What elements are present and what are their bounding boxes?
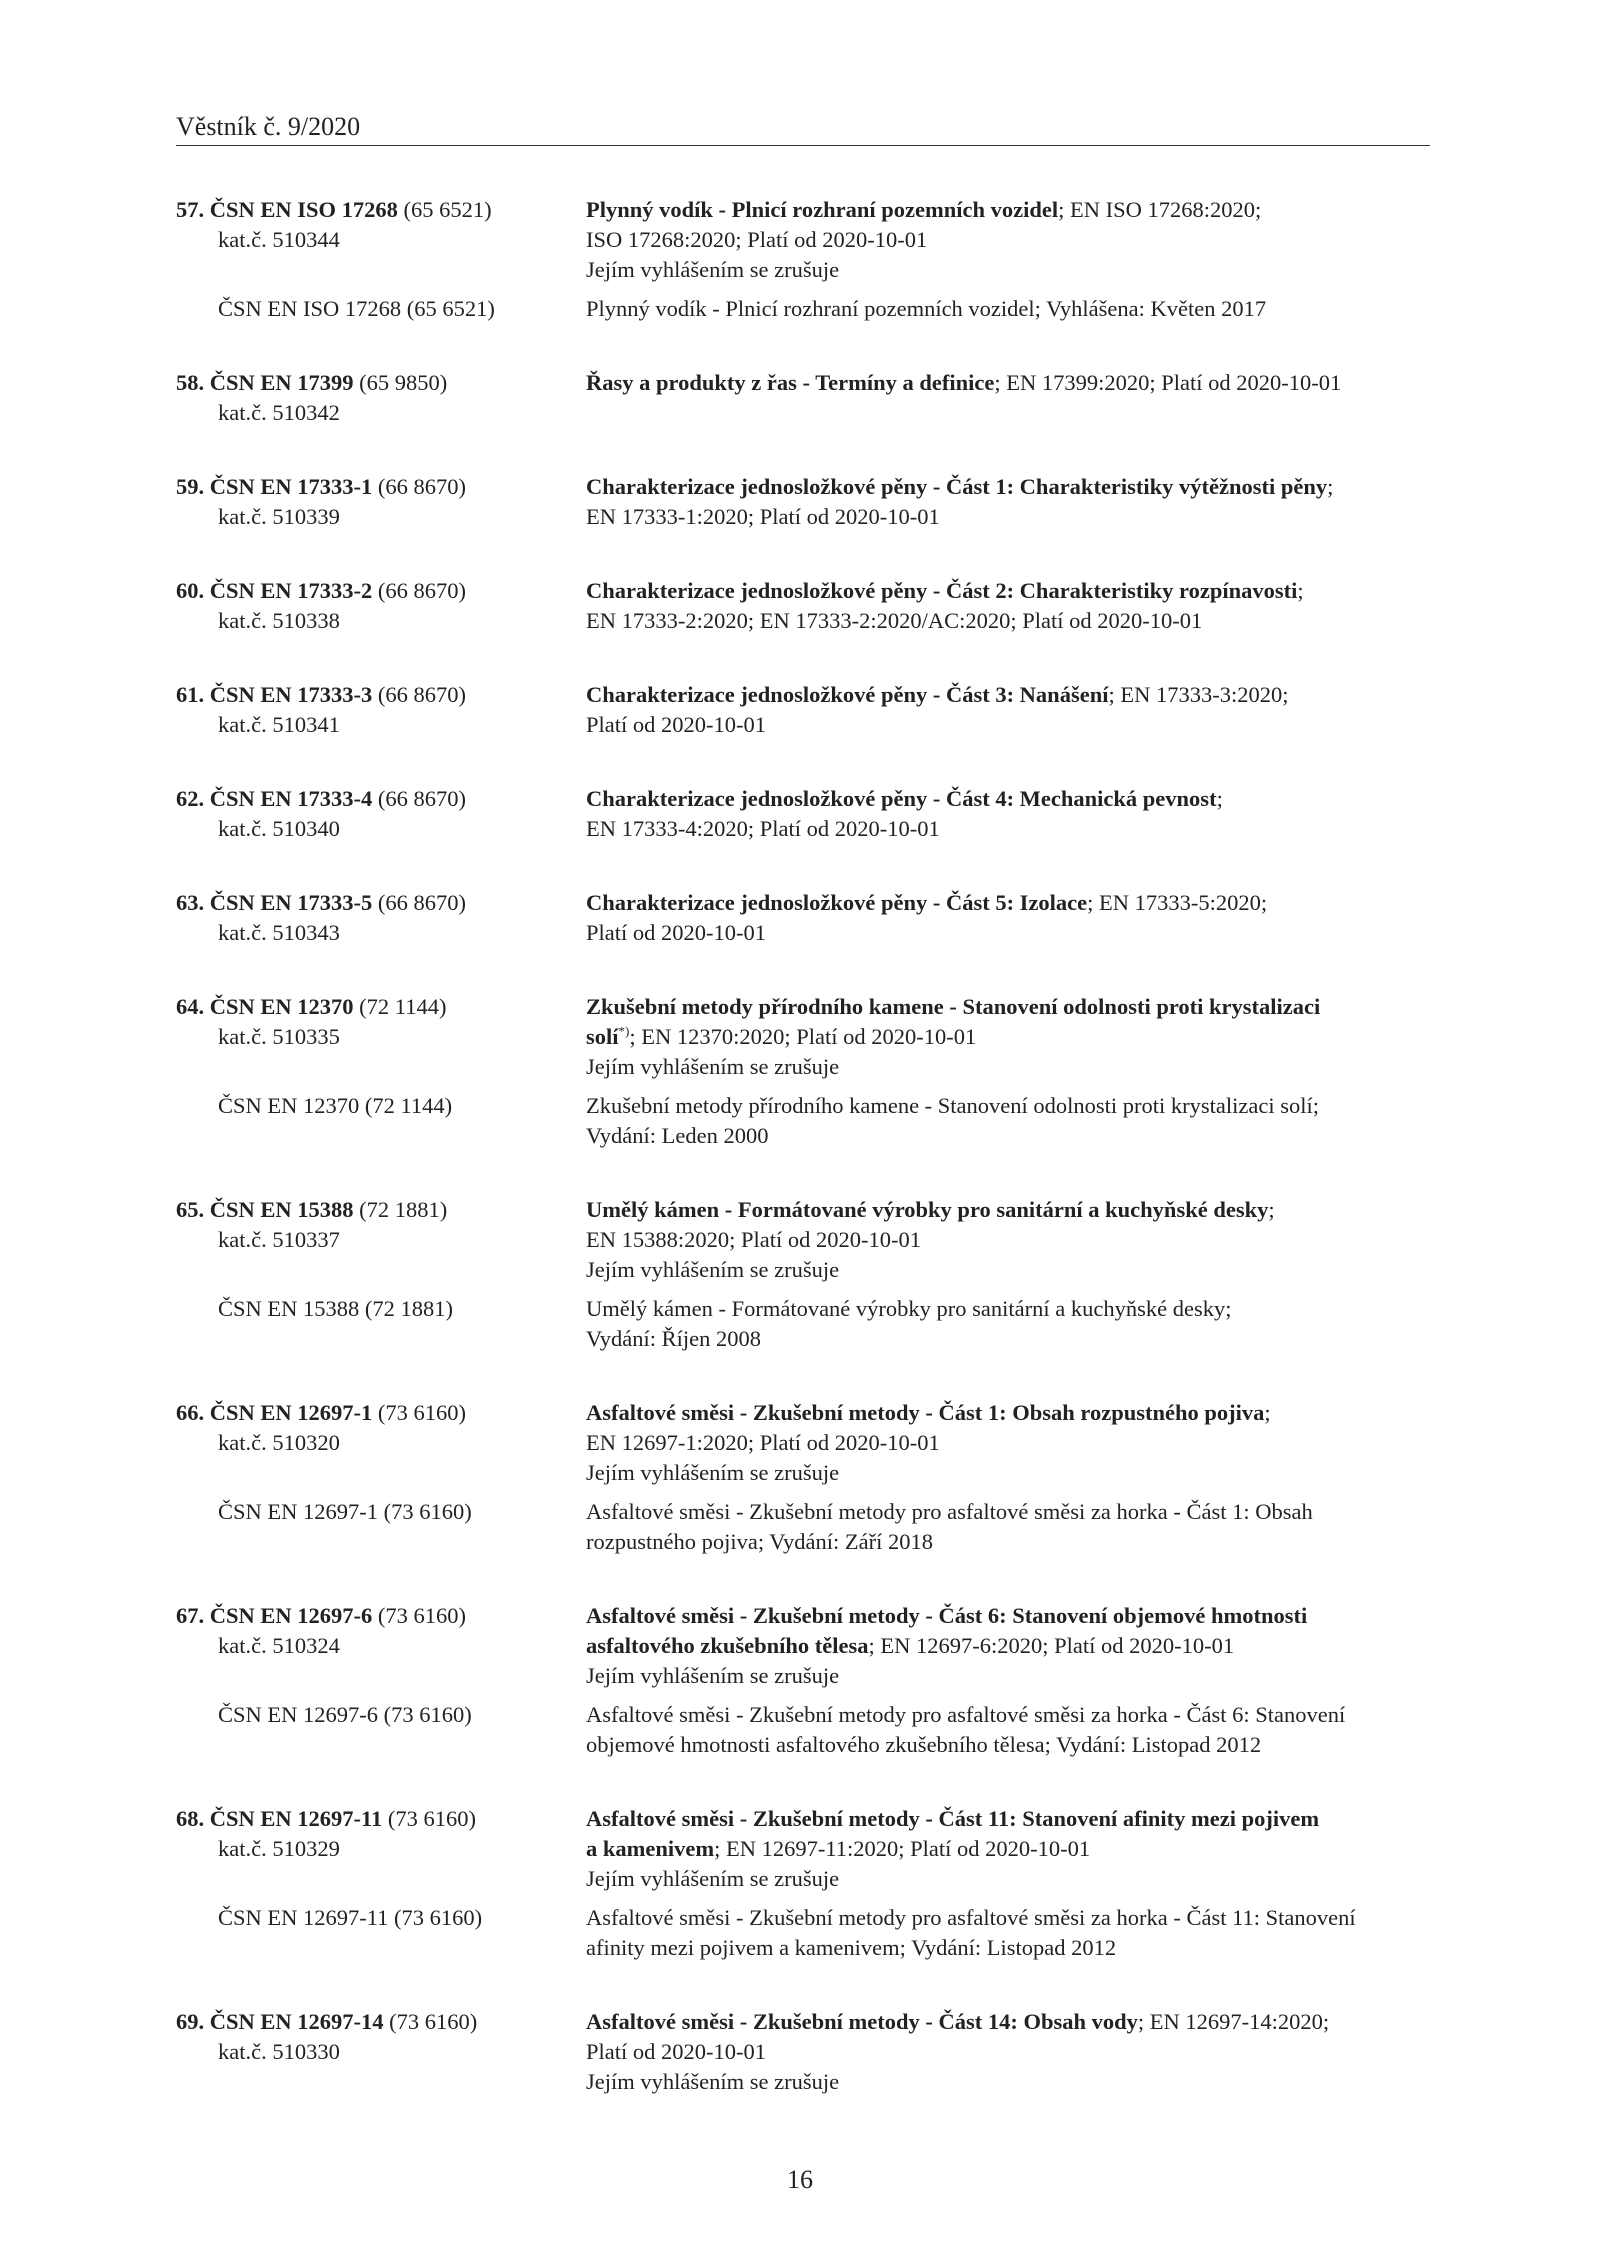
entry-designation: [176, 1195, 586, 1225]
entry-description: [586, 368, 1430, 428]
standard-entry: [176, 576, 1430, 636]
standard-code: ČSN EN 12370: [209, 994, 354, 1019]
replaced-standard-identifier: [176, 294, 586, 324]
catalog-number: kat.č. 510339: [218, 504, 340, 529]
entry-main-row: [176, 680, 1430, 740]
entry-number: 57.: [176, 197, 205, 222]
entry-number: 64.: [176, 994, 205, 1019]
classification-code: (72 1881): [353, 1197, 448, 1222]
entry-description: [586, 680, 1430, 740]
standard-title-line: [586, 888, 1430, 918]
standard-code: ČSN EN 17333-5: [209, 890, 373, 915]
replaced-standard-details: objemové hmotnosti asfaltového zkušebního tělesa; Vydání: Listopad 2012: [586, 1732, 1262, 1757]
standard-details: Platí od 2020-10-01: [586, 920, 766, 945]
standard-details: EN 15388:2020; Platí od 2020-10-01: [586, 1227, 921, 1252]
catalog-number: kat.č. 510329: [218, 1836, 340, 1861]
entry-number: 58.: [176, 370, 205, 395]
standard-details: ; EN 12697-6:2020; Platí od 2020-10-01: [868, 1633, 1235, 1658]
standard-title: Umělý kámen - Formátované výrobky pro sanitární a kuchyňské desky: [586, 1197, 1269, 1222]
standard-title-line: [586, 472, 1430, 502]
standard-details: Jejím vyhlášením se zrušuje: [586, 1663, 840, 1688]
entry-main-row: [176, 992, 1430, 1082]
entry-designation: [176, 2007, 586, 2037]
catalog-number: kat.č. 510344: [218, 227, 340, 252]
replaced-standard-details: Umělý kámen - Formátované výrobky pro sanitární a kuchyňské desky;: [586, 1296, 1232, 1321]
standard-entry: [176, 1195, 1430, 1354]
entry-designation: [176, 888, 586, 918]
standards-list: [176, 195, 1430, 2141]
catalog-number: kat.č. 510341: [218, 712, 340, 737]
standard-details: ; EN 12697-11:2020; Platí od 2020-10-01: [714, 1836, 1091, 1861]
standard-details: ; EN 12697-14:2020;: [1137, 2009, 1330, 2034]
standard-details: ;: [1327, 474, 1334, 499]
standard-title: Charakterizace jednosložkové pěny - Část 5: Izolace: [586, 890, 1088, 915]
entry-designation: [176, 680, 586, 710]
standard-title-line: [586, 992, 1430, 1022]
standard-title-line: [586, 1398, 1430, 1428]
standard-code: ČSN EN 17333-3: [209, 682, 373, 707]
classification-code: (66 8670): [372, 786, 467, 811]
entry-number: 68.: [176, 1806, 205, 1831]
standard-details: Jejím vyhlášením se zrušuje: [586, 2069, 840, 2094]
standard-title: Asfaltové směsi - Zkušební metody - Část 1: Obsah rozpustného pojiva: [586, 1400, 1265, 1425]
standard-title: Asfaltové směsi - Zkušební metody - Část 11: Stanovení afinity mezi pojivem: [586, 1806, 1320, 1831]
entry-main-row: [176, 195, 1430, 285]
standard-details: ; EN 17333-5:2020;: [1087, 890, 1268, 915]
standard-details: EN 17333-2:2020; EN 17333-2:2020/AC:2020; Platí od 2020-10-01: [586, 608, 1203, 633]
replaced-standard-details: Asfaltové směsi - Zkušební metody pro asfaltové směsi za horka - Část 11: Stanovení: [586, 1905, 1356, 1930]
standard-code: ČSN EN 12697-1: [209, 1400, 373, 1425]
standard-code: ČSN EN 15388: [209, 1197, 354, 1222]
standard-code: ČSN EN 17333-4: [209, 786, 373, 811]
entry-designation: [176, 368, 586, 398]
replaced-standard-details: Vydání: Leden 2000: [586, 1123, 769, 1148]
standard-details: ; EN 17333-3:2020;: [1108, 682, 1289, 707]
entry-identifiers: [176, 576, 586, 636]
standard-details: Jejím vyhlášením se zrušuje: [586, 257, 840, 282]
catalog-number: kat.č. 510338: [218, 608, 340, 633]
entry-description: [586, 1804, 1430, 1894]
replaced-standard-identifier: [176, 1294, 586, 1354]
standard-details: ISO 17268:2020; Platí od 2020-10-01: [586, 227, 928, 252]
standard-title-line: [586, 1834, 1430, 1864]
entry-main-row: [176, 888, 1430, 948]
standard-entry: [176, 680, 1430, 740]
entry-identifiers: [176, 368, 586, 428]
standard-title: asfaltového zkušebního tělesa: [586, 1633, 869, 1658]
replaced-standard-row: [176, 1294, 1430, 1354]
standard-code: ČSN EN 12697-14: [209, 2009, 384, 2034]
catalog-number: kat.č. 510343: [218, 920, 340, 945]
standard-code: ČSN EN ISO 17268: [209, 197, 398, 222]
standard-title: solí: [586, 1024, 619, 1049]
standard-title: a kamenivem: [586, 1836, 715, 1861]
classification-code: (72 1144): [353, 994, 447, 1019]
standard-title-line: [586, 1601, 1430, 1631]
entry-number: 63.: [176, 890, 205, 915]
standard-details: Jejím vyhlášením se zrušuje: [586, 1460, 840, 1485]
classification-code: (66 8670): [372, 682, 467, 707]
standard-code: ČSN EN 17333-2: [209, 578, 373, 603]
replaced-standard-description: [586, 1903, 1430, 1963]
entry-number: 65.: [176, 1197, 205, 1222]
catalog-number: kat.č. 510335: [218, 1024, 340, 1049]
entry-designation: [176, 992, 586, 1022]
standard-entry: [176, 992, 1430, 1151]
entry-designation: [176, 576, 586, 606]
standard-title: Zkušební metody přírodního kamene - Stanovení odolnosti proti krystalizaci: [586, 994, 1321, 1019]
replaced-standard-row: [176, 1497, 1430, 1557]
replaced-standard-description: [586, 1497, 1430, 1557]
standard-title: Asfaltové směsi - Zkušební metody - Část 6: Stanovení objemové hmotnosti: [586, 1603, 1308, 1628]
entry-description: [586, 195, 1430, 285]
classification-code: (66 8670): [372, 474, 467, 499]
classification-code: (73 6160): [382, 1806, 477, 1831]
entry-identifiers: [176, 1195, 586, 1285]
page-number: 16: [787, 2165, 813, 2194]
standard-details: Jejím vyhlášením se zrušuje: [586, 1866, 840, 1891]
replaced-standard-details: Zkušební metody přírodního kamene - Stanovení odolnosti proti krystalizaci solí;: [586, 1093, 1319, 1118]
entry-identifiers: [176, 195, 586, 285]
standard-entry: [176, 784, 1430, 844]
standard-title-line: [586, 1022, 1430, 1052]
standard-title: Charakterizace jednosložkové pěny - Část 3: Nanášení: [586, 682, 1109, 707]
entry-main-row: [176, 472, 1430, 532]
standard-details: ; EN 17399:2020; Platí od 2020-10-01: [994, 370, 1342, 395]
entry-number: 61.: [176, 682, 205, 707]
replaced-standard-description: [586, 1294, 1430, 1354]
classification-code: (65 6521): [397, 197, 492, 222]
entry-main-row: [176, 1398, 1430, 1488]
entry-number: 60.: [176, 578, 205, 603]
catalog-number: kat.č. 510320: [218, 1430, 340, 1455]
standard-entry: [176, 368, 1430, 428]
entry-description: [586, 888, 1430, 948]
standard-title-line: [586, 1631, 1430, 1661]
entry-identifiers: [176, 992, 586, 1082]
standard-details: ;: [1264, 1400, 1271, 1425]
catalog-number: kat.č. 510330: [218, 2039, 340, 2064]
replaced-standard-description: [586, 294, 1430, 324]
replaced-standard-identifier: [176, 1497, 586, 1557]
entry-designation: [176, 1804, 586, 1834]
standard-title-line: [586, 576, 1430, 606]
standard-details: Jejím vyhlášením se zrušuje: [586, 1257, 840, 1282]
standard-title-line: [586, 1804, 1430, 1834]
replaced-standard-code: ČSN EN 12697-11 (73 6160): [218, 1905, 483, 1930]
standard-title-line: [586, 784, 1430, 814]
replaced-standard-details: Vydání: Říjen 2008: [586, 1326, 761, 1351]
entry-description: [586, 1601, 1430, 1691]
entry-main-row: [176, 2007, 1430, 2097]
standard-details: ;: [1268, 1197, 1275, 1222]
journal-title: Věstník č. 9/2020: [176, 112, 361, 141]
entry-main-row: [176, 576, 1430, 636]
standard-entry: [176, 1804, 1430, 1963]
replaced-standard-details: rozpustného pojiva; Vydání: Září 2018: [586, 1529, 934, 1554]
entry-identifiers: [176, 472, 586, 532]
standard-details: ; EN ISO 17268:2020;: [1058, 197, 1262, 222]
replaced-standard-row: [176, 294, 1430, 324]
standard-title: Charakterizace jednosložkové pěny - Část 2: Charakteristiky rozpínavosti: [586, 578, 1298, 603]
classification-code: (66 8670): [372, 890, 467, 915]
entry-main-row: [176, 1601, 1430, 1691]
standard-code: ČSN EN 17333-1: [209, 474, 373, 499]
standard-title: Charakterizace jednosložkové pěny - Část 1: Charakteristiky výtěžnosti pěny: [586, 474, 1328, 499]
standard-details: ; EN 12370:2020; Platí od 2020-10-01: [629, 1024, 977, 1049]
standard-title-line: [586, 195, 1430, 225]
entry-description: [586, 1398, 1430, 1488]
entry-identifiers: [176, 1398, 586, 1488]
page-header: [176, 113, 1430, 146]
entry-designation: [176, 472, 586, 502]
replaced-standard-identifier: [176, 1091, 586, 1151]
entry-description: [586, 576, 1430, 636]
entry-designation: [176, 1601, 586, 1631]
standard-entry: [176, 1398, 1430, 1557]
classification-code: (73 6160): [383, 2009, 478, 2034]
standard-title-line: [586, 2007, 1430, 2037]
entry-identifiers: [176, 1804, 586, 1894]
standard-details: EN 17333-1:2020; Platí od 2020-10-01: [586, 504, 940, 529]
entry-main-row: [176, 368, 1430, 428]
replaced-standard-description: [586, 1700, 1430, 1760]
standard-title: Řasy a produkty z řas - Termíny a definice: [586, 370, 995, 395]
entry-number: 66.: [176, 1400, 205, 1425]
entry-number: 62.: [176, 786, 205, 811]
replaced-standard-details: Plynný vodík - Plnicí rozhraní pozemních vozidel; Vyhlášena: Květen 2017: [586, 296, 1267, 321]
standard-details: Jejím vyhlášením se zrušuje: [586, 1054, 840, 1079]
catalog-number: kat.č. 510324: [218, 1633, 340, 1658]
standard-entry: [176, 1601, 1430, 1760]
entry-designation: [176, 784, 586, 814]
standard-entry: [176, 888, 1430, 948]
standard-details: ;: [1216, 786, 1223, 811]
standard-title-line: [586, 368, 1430, 398]
standard-details: ;: [1297, 578, 1304, 603]
replaced-standard-details: Asfaltové směsi - Zkušební metody pro asfaltové směsi za horka - Část 1: Obsah: [586, 1499, 1313, 1524]
standard-entry: [176, 2007, 1430, 2097]
entry-main-row: [176, 1804, 1430, 1894]
replaced-standard-details: afinity mezi pojivem a kamenivem; Vydání: Listopad 2012: [586, 1935, 1117, 1960]
catalog-number: kat.č. 510340: [218, 816, 340, 841]
entry-description: [586, 472, 1430, 532]
classification-code: (73 6160): [372, 1603, 467, 1628]
standard-code: ČSN EN 12697-6: [209, 1603, 373, 1628]
catalog-number: kat.č. 510337: [218, 1227, 340, 1252]
classification-code: (65 9850): [353, 370, 448, 395]
replaced-standard-identifier: [176, 1903, 586, 1963]
standard-title: Charakterizace jednosložkové pěny - Část 4: Mechanická pevnost: [586, 786, 1217, 811]
entry-number: 69.: [176, 2009, 205, 2034]
entry-designation: [176, 1398, 586, 1428]
standard-title: Plynný vodík - Plnicí rozhraní pozemních vozidel: [586, 197, 1059, 222]
entry-main-row: [176, 784, 1430, 844]
entry-main-row: [176, 1195, 1430, 1285]
entry-description: [586, 784, 1430, 844]
replaced-standard-code: ČSN EN 12697-6 (73 6160): [218, 1702, 472, 1727]
entry-description: [586, 1195, 1430, 1285]
entry-identifiers: [176, 1601, 586, 1691]
replaced-standard-details: Asfaltové směsi - Zkušební metody pro asfaltové směsi za horka - Část 6: Stanovení: [586, 1702, 1346, 1727]
standard-entry: [176, 472, 1430, 532]
entry-identifiers: [176, 784, 586, 844]
replaced-standard-row: [176, 1700, 1430, 1760]
entry-identifiers: [176, 2007, 586, 2097]
entry-number: 67.: [176, 1603, 205, 1628]
entry-identifiers: [176, 680, 586, 740]
classification-code: (66 8670): [372, 578, 467, 603]
replaced-standard-code: ČSN EN 12370 (72 1144): [218, 1093, 453, 1118]
entry-description: [586, 2007, 1430, 2097]
replaced-standard-identifier: [176, 1700, 586, 1760]
standard-entry: [176, 195, 1430, 324]
replaced-standard-row: [176, 1903, 1430, 1963]
catalog-number: kat.č. 510342: [218, 400, 340, 425]
footnote-marker: *): [618, 1023, 630, 1039]
standard-code: ČSN EN 17399: [209, 370, 354, 395]
standard-details: EN 12697-1:2020; Platí od 2020-10-01: [586, 1430, 940, 1455]
standard-details: EN 17333-4:2020; Platí od 2020-10-01: [586, 816, 940, 841]
standard-title-line: [586, 1195, 1430, 1225]
replaced-standard-description: [586, 1091, 1430, 1151]
standard-details: Platí od 2020-10-01: [586, 2039, 766, 2064]
entry-description: [586, 992, 1430, 1082]
standard-code: ČSN EN 12697-11: [209, 1806, 383, 1831]
standard-title-line: [586, 680, 1430, 710]
standard-title: Asfaltové směsi - Zkušební metody - Část 14: Obsah vody: [586, 2009, 1138, 2034]
replaced-standard-code: ČSN EN 15388 (72 1881): [218, 1296, 453, 1321]
classification-code: (73 6160): [372, 1400, 467, 1425]
replaced-standard-row: [176, 1091, 1430, 1151]
replaced-standard-code: ČSN EN 12697-1 (73 6160): [218, 1499, 472, 1524]
entry-identifiers: [176, 888, 586, 948]
entry-number: 59.: [176, 474, 205, 499]
replaced-standard-code: ČSN EN ISO 17268 (65 6521): [218, 296, 495, 321]
entry-designation: [176, 195, 586, 225]
standard-details: Platí od 2020-10-01: [586, 712, 766, 737]
